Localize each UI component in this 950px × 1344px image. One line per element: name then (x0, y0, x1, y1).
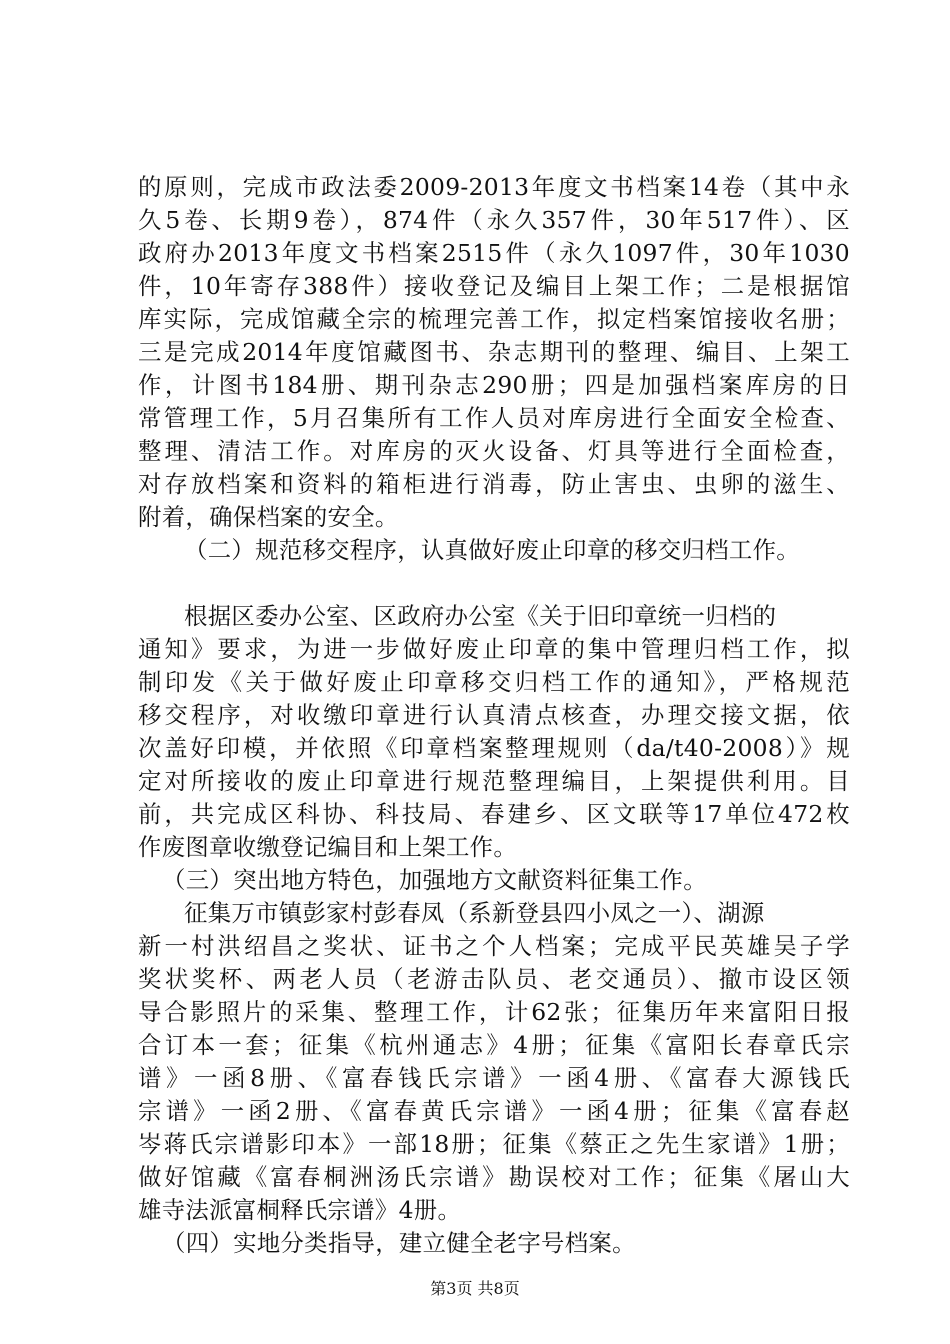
text-line: 整理、清洁工作。对库房的灭火设备、灯具等进行全面检查， (138, 437, 850, 465)
text-line: 新一村洪绍昌之奖状、证书之个人档案；完成平民英雄吴子学 (138, 932, 850, 960)
text-line: 对存放档案和资料的箱柜进行消毒，防止害虫、虫卵的滋生、 (138, 470, 850, 498)
section-heading: （三）突出地方特色，加强地方文献资料征集工作。 (162, 866, 707, 894)
text-line: 库实际，完成馆藏全宗的梳理完善工作，拟定档案馆接收名册； (138, 305, 850, 333)
section-heading: （四）实地分类指导，建立健全老字号档案。 (162, 1229, 636, 1257)
text-line: 定对所接收的废止印章进行规范整理编目，上架提供利用。目 (138, 767, 850, 795)
text-line: 前，共完成区科协、科技局、春建乡、区文联等17单位472枚 (138, 800, 850, 828)
paragraph-first-line: 征集万市镇彭家村彭春凤（系新登县四小凤之一）、湖源 (184, 899, 765, 927)
text-line: 制印发《关于做好废止印章移交归档工作的通知》，严格规范 (138, 668, 850, 696)
text-line: 移交程序，对收缴印章进行认真清点核查，办理交接文据，依 (138, 701, 850, 729)
text-line: 作，计图书184册、期刊杂志290册；四是加强档案库房的日 (138, 371, 850, 399)
page-number-footer: 第3页 共8页 (430, 1279, 520, 1298)
text-line: 附着，确保档案的安全。 (138, 503, 399, 531)
text-line: 做好馆藏《富春桐洲汤氏宗谱》勘误校对工作；征集《屠山大 (138, 1163, 850, 1191)
text-line: 雄寺法派富桐释氏宗谱》4册。 (138, 1196, 462, 1224)
text-line: 件，10年寄存388件）接收登记及编目上架工作；二是根据馆 (138, 272, 850, 300)
text-line: 常管理工作，5月召集所有工作人员对库房进行全面安全检查、 (138, 404, 850, 432)
section-heading: （二）规范移交程序，认真做好废止印章的移交归档工作。 (184, 536, 800, 564)
text-line: 合订本一套；征集《杭州通志》4册；征集《富阳长春章氏宗 (138, 1031, 850, 1059)
text-line: 久5卷、长期9卷），874件（永久357件，30年517件）、区 (138, 206, 850, 234)
text-line: 三是完成2014年度馆藏图书、杂志期刊的整理、编目、上架工 (138, 338, 850, 366)
text-line: 导合影照片的采集、整理工作，计62张；征集历年来富阳日报 (138, 998, 850, 1026)
text-line: 岑蒋氏宗谱影印本》一部18册；征集《蔡正之先生家谱》1册； (138, 1130, 850, 1158)
paragraph-first-line: 根据区委办公室、区政府办公室《关于旧印章统一归档的 (184, 602, 777, 630)
text-line: 的原则，完成市政法委2009-2013年度文书档案14卷（其中永 (138, 173, 850, 201)
text-line: 奖状奖杯、两老人员（老游击队员、老交通员）、撤市设区领 (138, 965, 850, 993)
text-line: 通知》要求，为进一步做好废止印章的集中管理归档工作，拟 (138, 635, 850, 663)
text-line: 谱》一函8册、《富春钱氏宗谱》一函4册、《富春大源钱氏 (138, 1064, 850, 1092)
text-line: 政府办2013年度文书档案2515件（永久1097件，30年1030 (138, 239, 850, 267)
text-line: 次盖好印模，并依照《印章档案整理规则（da/t40-2008）》规 (138, 734, 850, 762)
text-line: 作废图章收缴登记编目和上架工作。 (138, 833, 518, 861)
text-line: 宗谱》一函2册、《富春黄氏宗谱》一函4册；征集《富春赵 (138, 1097, 850, 1125)
